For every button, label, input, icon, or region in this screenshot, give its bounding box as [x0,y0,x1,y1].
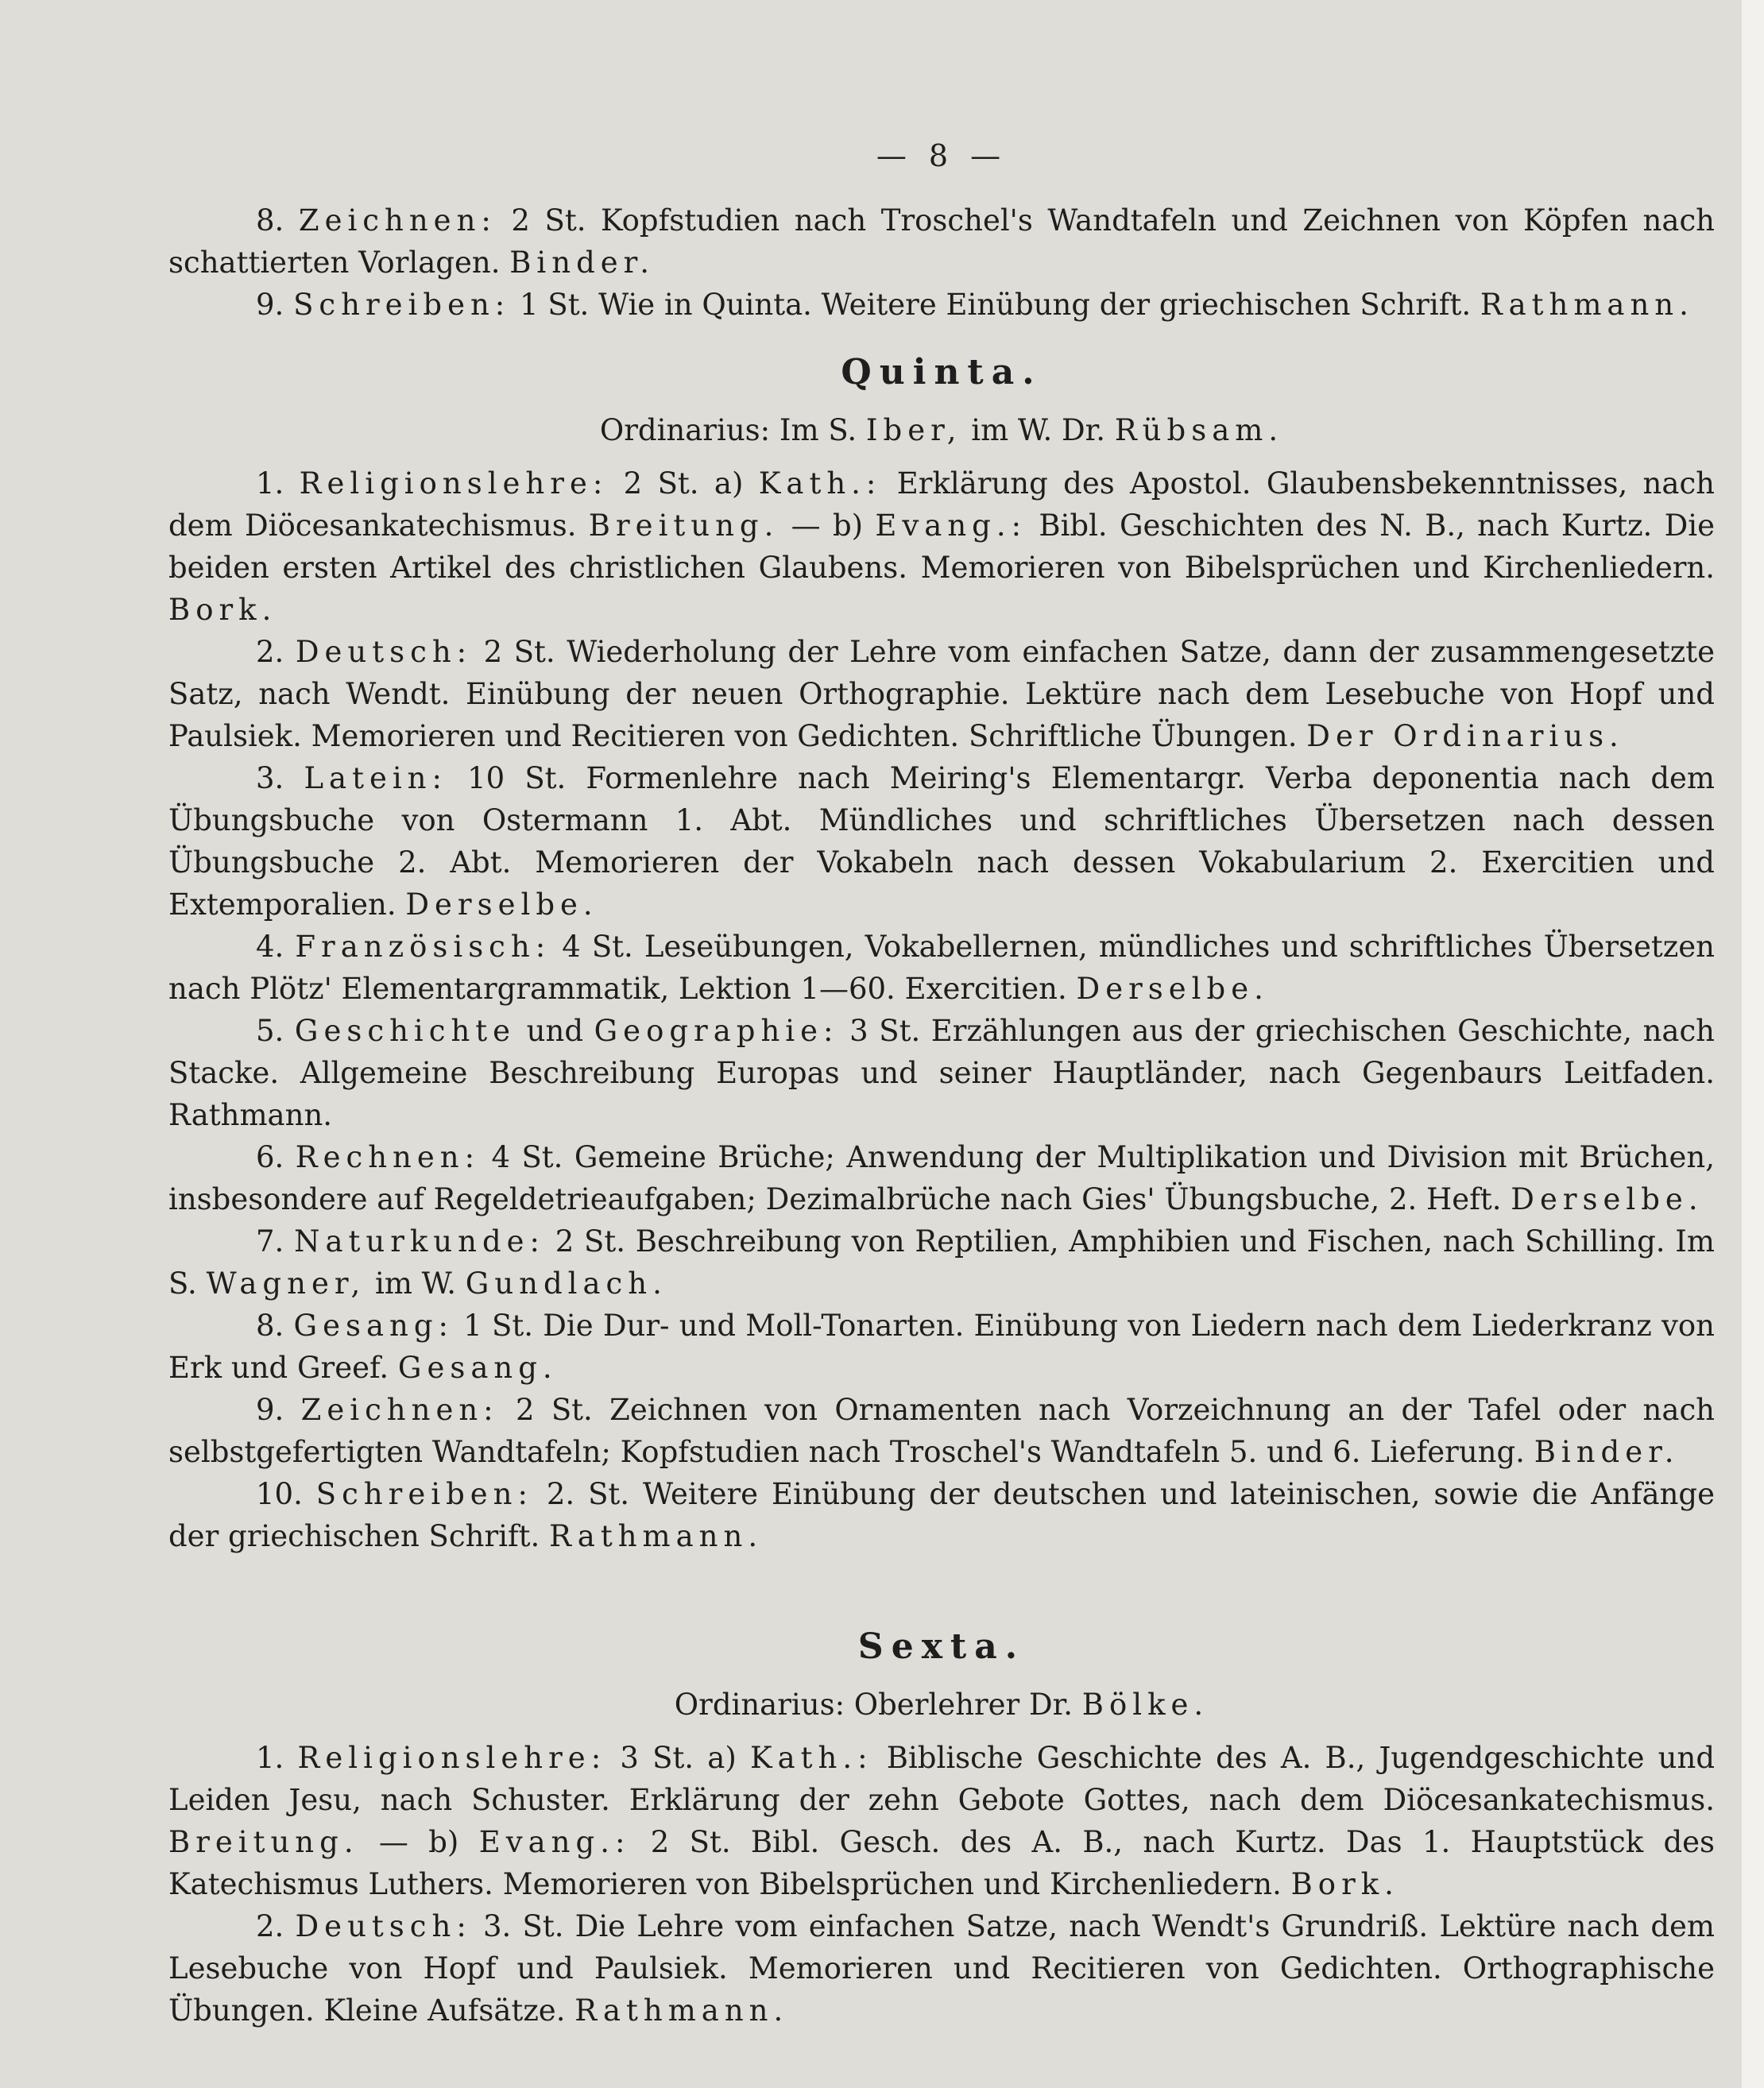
top-paragraph-9: 9. Schreiben: 1 St. Wie in Quinta. Weitere Einübung der griechischen Schrift. Rathmann. [256,288,1694,322]
sexta-item-1: 1. Religionslehre: 3 St. a) Kath.: Biblische Geschichte des A. B., Jugendgeschichte und Leiden Jesu, nach Schuster. Erklärung der zehn Gebote Gottes, nach dem Diöcesankatechismus. Breitung. — b) Evang.: 2 St. Bibl. Gesch. des A. B., nach Kurtz. Das 1. Hauptstück des Katechismus Luthers. Memorieren von Bibelsprüchen und Kirchenliedern. Bork. [168,1741,1716,1901]
quinta-item-4: 4. Französisch: 4 St. Leseübungen, Vokabellernen, mündliches und schriftliches Übersetzen nach Plötz' Elementargrammatik, Lektion 1—60. Exercitien. Derselbe. [168,930,1715,1006]
page-number: — 8 — [876,138,1008,173]
page-edge [1742,0,1764,2088]
quinta-ordinarius: Ordinarius: Im S. Iber, im W. Dr. Rübsam. [599,413,1284,447]
quinta-item-1: 1. Religionslehre: 2 St. a) Kath.: Erklärung des Apostol. Glaubensbekenntnisses, nach dem Diöcesankatechismus. Breitung. — b) Evang.: Bibl. Geschichten des N. B., nach Kurtz. Die beiden ersten Artikel des christlichen Glaubens. Memorieren von Bibelsprüchen und Kirchenliedern. Bork. [168,466,1715,627]
quinta-item-8: 8. Gesang: 1 St. Die Dur- und Moll-Tonarten. Einübung von Liedern nach dem Liederkranz von Erk und Greef. Gesang. [168,1309,1715,1385]
page-content [168,135,1715,2032]
quinta-item-3: 3. Latein: 10 St. Formenlehre nach Meiring's Elementargr. Verba deponentia nach dem Übungsbuche von Ostermann 1. Abt. Mündliches und schriftliches Übersetzen nach dessen Übungsbuche 2. Abt. Memorieren der Vokabeln nach dessen Vokabularium 2. Exercitien und Extemporalien. Derselbe. [168,761,1716,922]
quinta-item-10: 10. Schreiben: 2. St. Weitere Einübung der deutschen und lateinischen, sowie die Anfänge der griechischen Schrift. Rathmann. [168,1477,1715,1553]
quinta-item-9: 9. Zeichnen: 2 St. Zeichnen von Ornamenten nach Vorzeichnung an der Tafel oder nach selbstgefertigten Wandtafeln; Kopfstudien nach Troschel's Wandtafeln 5. und 6. Lieferung. Binder. [168,1393,1715,1469]
sexta-ordinarius: Ordinarius: Oberlehrer Dr. Bölke. [674,1688,1209,1722]
quinta-item-2: 2. Deutsch: 2 St. Wiederholung der Lehre vom einfachen Satze, dann der zusammengesetzte Satz, nach Wendt. Einübung der neuen Orthographie. Lektüre nach dem Lesebuche von Hopf und Paulsiek. Memorieren und Recitieren von Gedichten. Schriftliche Übungen. Der Ordinarius. [168,635,1716,753]
section-heading-quinta: Quinta. [841,352,1043,392]
quinta-item-6: 6. Rechnen: 4 St. Gemeine Brüche; Anwendung der Multiplikation und Division mit Brüchen, insbesondere auf Regeldetrieaufgaben; Dezimalbrüche nach Gies' Übungsbuche, 2. Heft. Derselbe. [168,1140,1715,1216]
top-paragraph-8: 8. Zeichnen: 2 St. Kopfstudien nach Troschel's Wandtafeln und Zeichnen von Köpfen nach schattierten Vorlagen. Binder. [168,203,1715,280]
quinta-item-5: 5. Geschichte und Geographie: 3 St. Erzählungen aus der griechischen Geschichte, nach Stacke. Allgemeine Beschreibung Europas und seiner Hauptländer, nach Gegenbaurs Leitfaden. Rathmann. [168,1014,1716,1132]
quinta-item-7: 7. Naturkunde: 2 St. Beschreibung von Reptilien, Amphibien und Fischen, nach Schilling. Im S. Wagner, im W. Gundlach. [168,1224,1715,1301]
sexta-item-2: 2. Deutsch: 3. St. Die Lehre vom einfachen Satze, nach Wendt's Grundriß. Lektüre nach dem Lesebuche von Hopf und Paulsiek. Memorieren und Recitieren von Gedichten. Orthographische Übungen. Kleine Aufsätze. Rathmann. [168,1909,1715,2028]
section-heading-sexta: Sexta. [857,1626,1026,1667]
